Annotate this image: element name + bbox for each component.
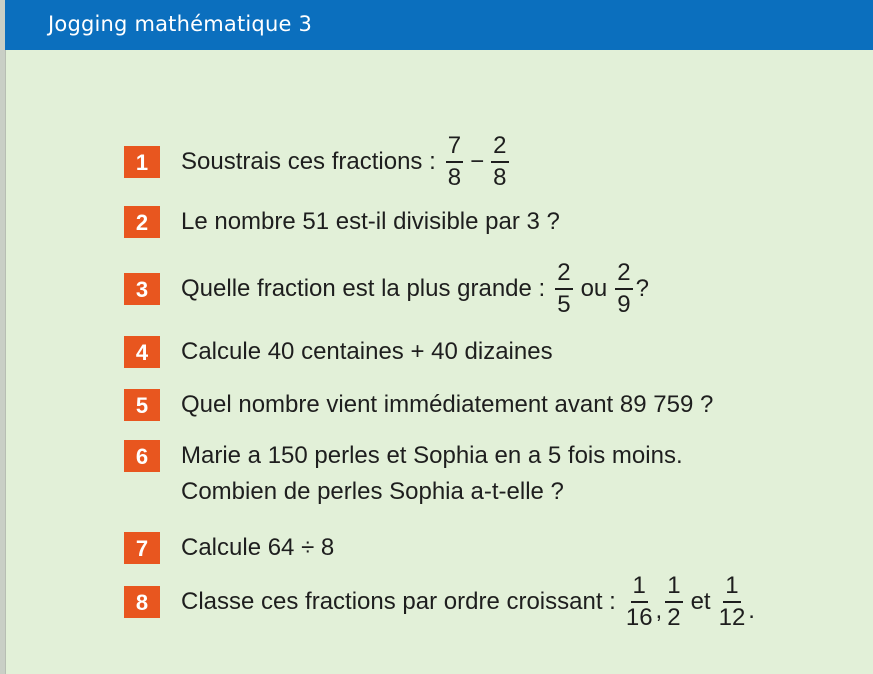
question-7 (124, 532, 334, 564)
question-number-badge: 4 (124, 336, 160, 368)
question-text-line-1: Marie a 150 perles et Sophia en a 5 fois moins. (181, 442, 683, 469)
fraction-numerator: 2 (555, 259, 572, 290)
question-number-badge: 3 (124, 273, 160, 305)
page-title: Jogging mathématique 3 (48, 12, 313, 36)
question-text (181, 438, 683, 510)
question-1 (124, 132, 512, 191)
question-text: Classe ces fractions par ordre croissant : (181, 587, 616, 615)
question-2 (124, 206, 560, 238)
fraction-denominator: 5 (557, 291, 571, 318)
question-6 (124, 440, 683, 510)
question-number-badge: 2 (124, 206, 160, 238)
question-text: Soustrais ces fractions : (181, 147, 436, 175)
page-header (5, 0, 873, 50)
fraction (555, 259, 572, 318)
fraction (446, 132, 463, 191)
question-end: ? (635, 274, 649, 302)
operator: − (470, 147, 485, 175)
fraction (615, 259, 632, 318)
question-text: Quel nombre vient immédiatement avant 89 759 ? (181, 391, 714, 418)
window-left-edge (0, 0, 6, 674)
fraction (665, 572, 682, 631)
fraction-denominator: 16 (625, 604, 653, 631)
fraction-denominator: 2 (667, 604, 681, 631)
question-number-badge: 7 (124, 532, 160, 564)
question-text: Calcule 64 ÷ 8 (181, 534, 335, 561)
question-8 (124, 572, 755, 631)
question-text: Quelle fraction est la plus grande : (181, 274, 546, 302)
question-number-badge: 8 (124, 586, 160, 618)
question-5 (124, 389, 713, 421)
fraction-denominator: 8 (493, 164, 507, 191)
fraction-denominator: 12 (718, 604, 746, 631)
fraction-denominator: 9 (617, 291, 631, 318)
question-text-line-2: Combien de perles Sophia a-t-elle ? (181, 478, 564, 505)
fraction-numerator: 1 (631, 572, 648, 603)
connector-word: et (690, 587, 711, 615)
fraction-numerator: 2 (491, 132, 508, 163)
connector-word: ou (580, 274, 608, 302)
fraction-numerator: 7 (446, 132, 463, 163)
question-text: Calcule 40 centaines + 40 dizaines (181, 338, 553, 365)
question-number-badge: 5 (124, 389, 160, 421)
question-text: Le nombre 51 est-il divisible par 3 ? (181, 208, 560, 235)
fraction-denominator: 8 (447, 164, 462, 191)
question-number-badge: 1 (124, 146, 160, 178)
question-number-badge: 6 (124, 440, 160, 472)
separator: , (655, 597, 663, 624)
question-3 (124, 259, 649, 318)
fraction (719, 572, 746, 631)
fraction-numerator: 2 (615, 259, 632, 290)
question-4 (124, 336, 553, 368)
fraction (626, 572, 653, 631)
fraction-numerator: 1 (723, 572, 740, 603)
question-end: . (748, 597, 755, 624)
fraction (491, 132, 508, 191)
fraction-numerator: 1 (665, 572, 682, 603)
